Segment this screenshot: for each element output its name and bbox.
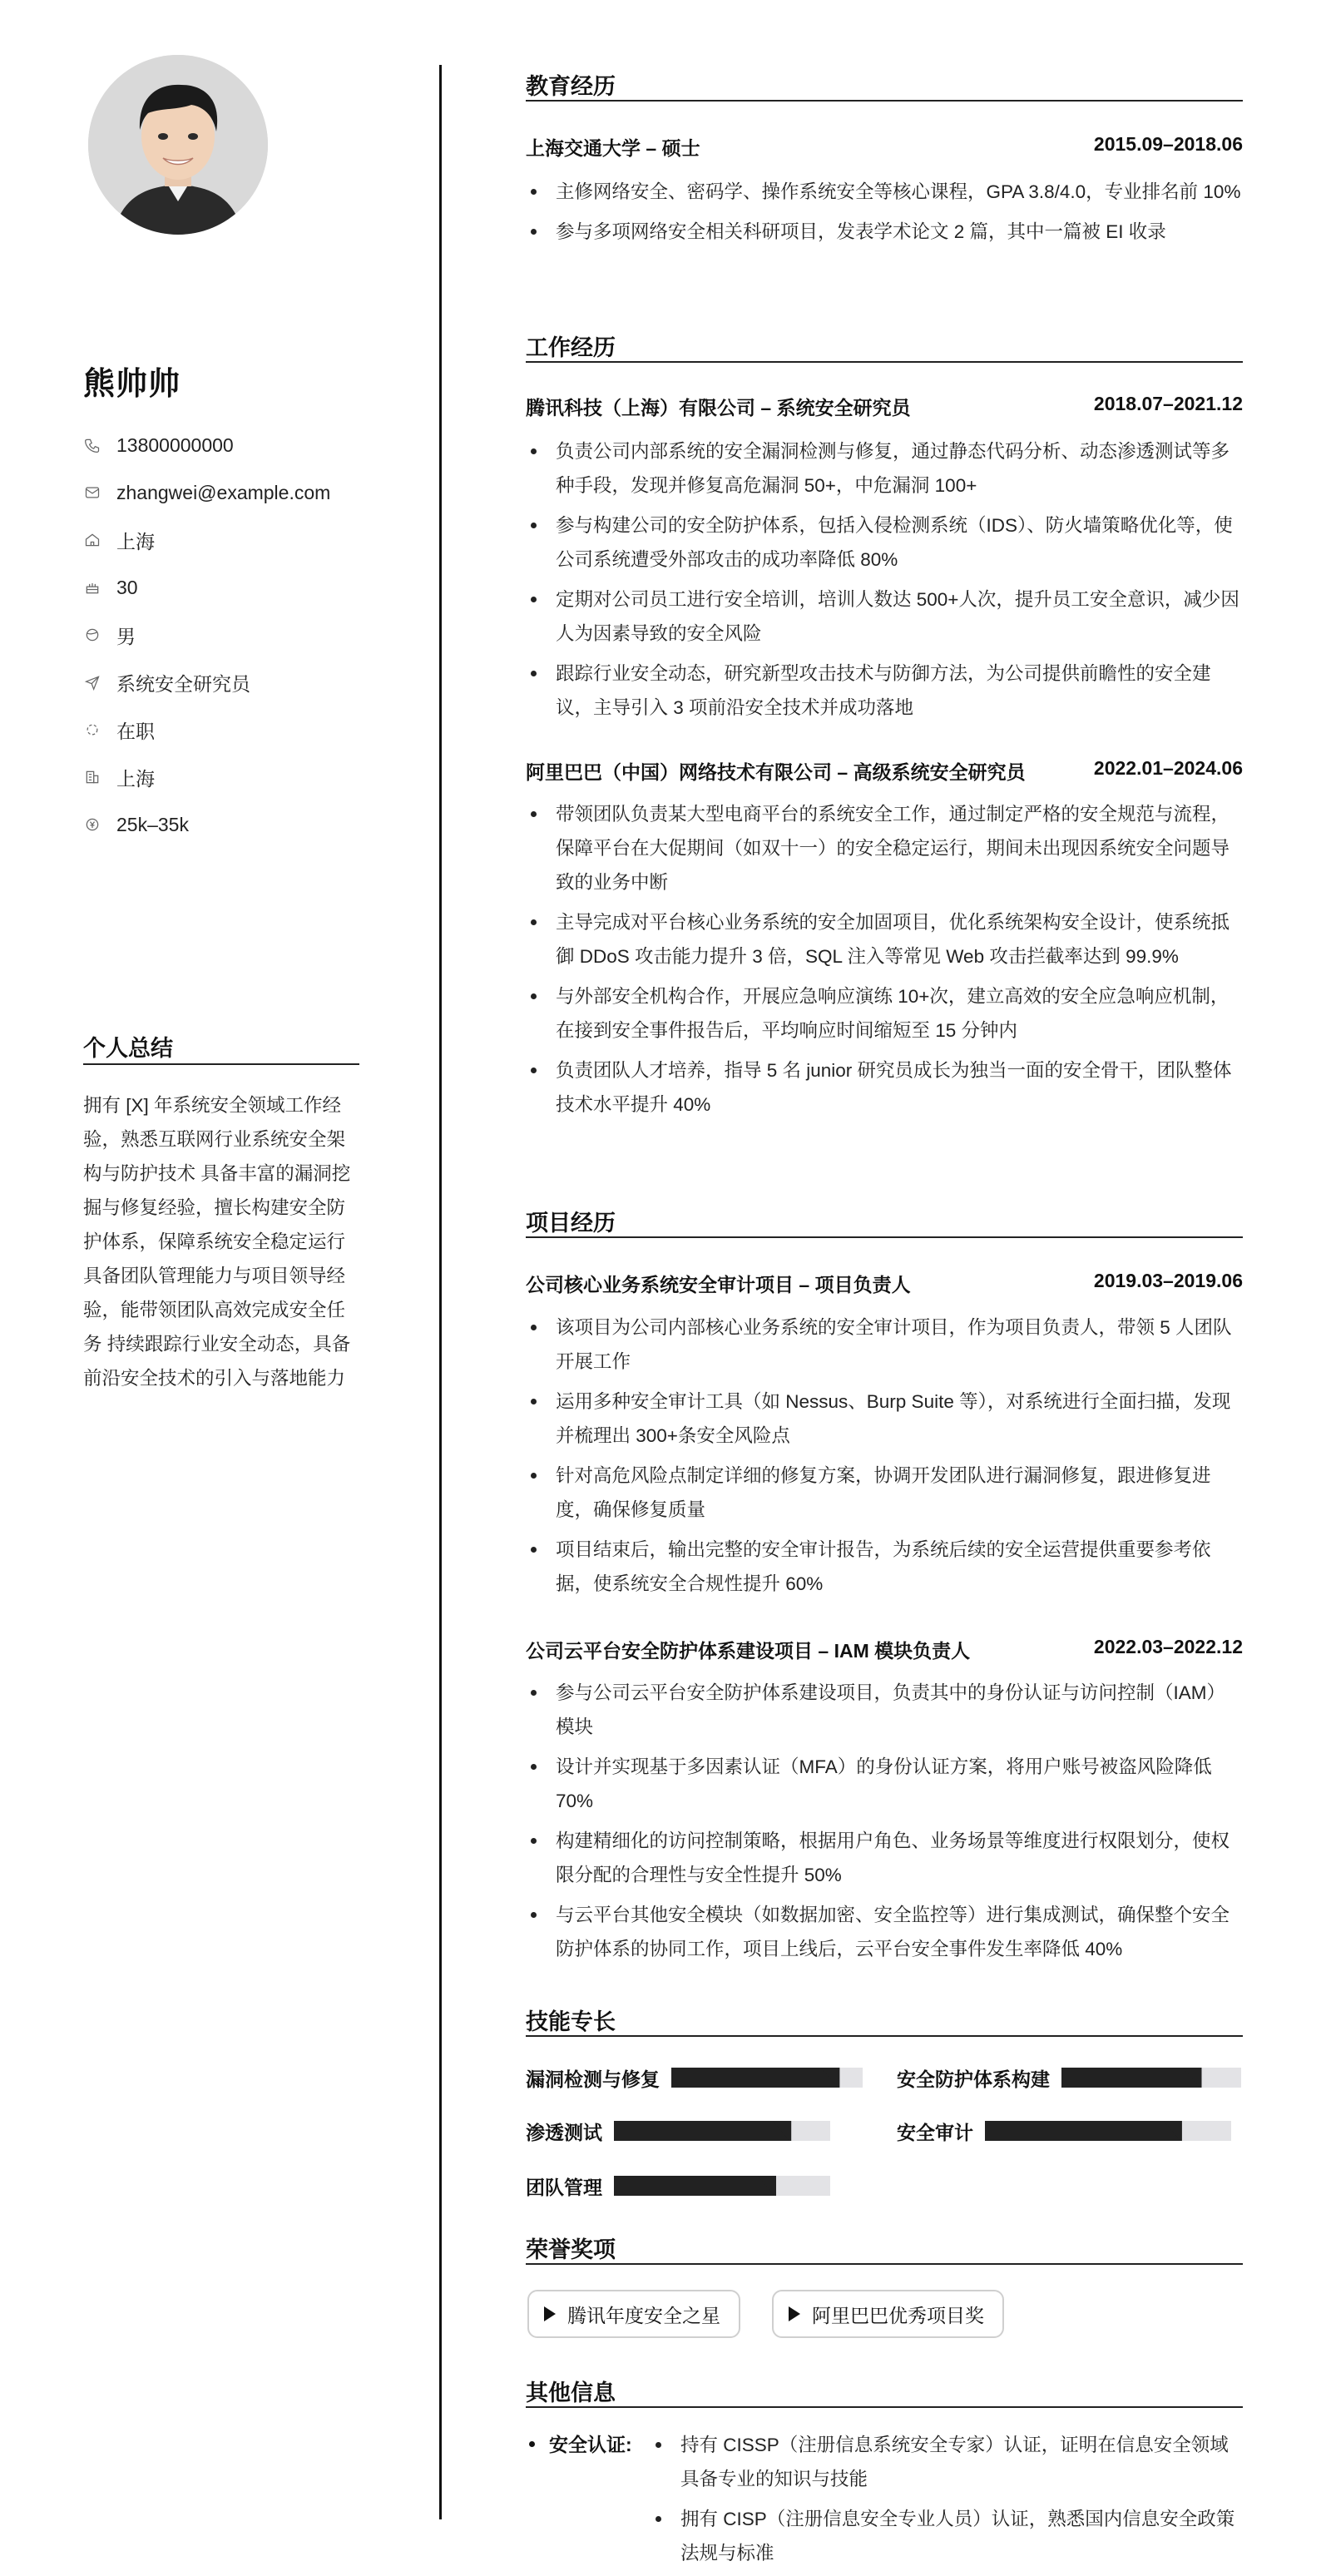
education-bullets	[526, 175, 1243, 255]
certification-list	[651, 2428, 1243, 2576]
skill-bar	[1061, 2068, 1241, 2088]
work-date: 2022.01–2024.06	[1093, 757, 1243, 779]
certification-label: 安全认证:	[549, 2434, 632, 2455]
building-icon	[83, 768, 101, 786]
list-item: 主导完成对平台核心业务系统的安全加固项目，优化系统架构安全设计，使系统抵御 DDoS 攻击能力提升 3 倍，SQL 注入等常见 Web 攻击拦截率达到 99.9%	[526, 905, 1243, 973]
project-name: 公司核心业务系统安全审计项目 – 项目负责人	[526, 1274, 911, 1295]
skill-bar	[671, 2068, 863, 2088]
honor-badge	[772, 2290, 1004, 2338]
contact-salary	[83, 812, 189, 837]
send-icon	[83, 673, 101, 691]
other-divider	[526, 2406, 1243, 2408]
list-item: 拥有 CISP（注册信息安全专业人员）认证，熟悉国内信息安全政策法规与标准	[651, 2502, 1243, 2570]
home-icon	[83, 531, 101, 549]
work-divider	[526, 361, 1243, 363]
skill-bar-fill	[671, 2068, 839, 2088]
city-text: 上海	[116, 767, 155, 790]
summary-divider	[83, 1063, 359, 1065]
bullet-dot	[529, 2441, 535, 2447]
education-title: 教育经历	[526, 74, 616, 99]
list-item: 负责团队人才培养，指导 5 名 junior 研究员成长为独当一面的安全骨干，团队整体技术水平提升 40%	[526, 1053, 1243, 1122]
status-icon	[83, 721, 101, 739]
list-item: 参与多项网络安全相关科研项目，发表学术论文 2 篇，其中一篇被 EI 收录	[526, 215, 1243, 249]
list-item: 持有 CISSP（注册信息系统安全专家）认证，证明在信息安全领域具备专业的知识与技能	[651, 2428, 1243, 2496]
honor-badge	[527, 2290, 740, 2338]
work-date: 2018.07–2021.12	[1093, 393, 1243, 414]
projects-title: 项目经历	[526, 1211, 616, 1236]
project-bullets	[526, 1310, 1243, 1607]
list-item: 该项目为公司内部核心业务系统的安全审计项目，作为项目负责人，带领 5 人团队开展工作	[526, 1310, 1243, 1379]
projects-divider	[526, 1236, 1243, 1238]
skill-bar-fill	[985, 2121, 1182, 2141]
work-bullets	[526, 797, 1243, 1127]
other-title: 其他信息	[526, 2380, 616, 2405]
skill-item	[526, 2118, 830, 2143]
gender-text: 男	[116, 625, 136, 647]
skill-bar	[614, 2121, 830, 2141]
list-item: 负责公司内部系统的安全漏洞检测与修复，通过静态代码分析、动态渗透测试等多种手段，发现并修复高危漏洞 50+，中危漏洞 100+	[526, 434, 1243, 503]
list-item: 针对高危风险点制定详细的修复方案，协调开发团队进行漏洞修复，跟进修复进度，确保修复质量	[526, 1459, 1243, 1527]
education-entry-header	[526, 133, 1243, 161]
contact-city	[83, 765, 155, 790]
list-item: 定期对公司员工进行安全培训，培训人数达 500+人次，提升员工安全意识，减少因人为因素导致的安全风险	[526, 582, 1243, 651]
contact-position	[83, 670, 250, 695]
list-item: 与外部安全机构合作，开展应急响应演练 10+次，建立高效的安全应急响应机制，在接到安全事件报告后，平均响应时间缩短至 15 分钟内	[526, 979, 1243, 1048]
skills-divider	[526, 2035, 1243, 2037]
skills-title: 技能专长	[526, 2009, 616, 2034]
summary-title: 个人总结	[83, 1036, 173, 1061]
honor-text: 阿里巴巴优秀项目奖	[812, 2304, 984, 2326]
age-icon	[83, 578, 101, 597]
project-date: 2022.03–2022.12	[1093, 1636, 1243, 1657]
honor-text: 腾讯年度安全之星	[567, 2304, 720, 2326]
status-text: 在职	[116, 720, 155, 742]
skill-item	[897, 2118, 1231, 2143]
contact-gender	[83, 622, 136, 647]
project-entry-header	[526, 1270, 1243, 1297]
honors-divider	[526, 2263, 1243, 2265]
list-item: 设计并实现基于多因素认证（MFA）的身份认证方案，将用户账号被盗风险降低 70%	[526, 1750, 1243, 1818]
skill-name: 漏洞检测与修复	[526, 2068, 660, 2090]
work-title: 工作经历	[526, 335, 616, 360]
contact-phone	[83, 433, 234, 458]
skill-bar	[614, 2176, 830, 2196]
contact-location	[83, 528, 155, 552]
work-org: 腾讯科技（上海）有限公司 – 系统安全研究员	[526, 397, 911, 419]
avatar	[88, 55, 268, 235]
sidebar	[83, 0, 364, 2573]
work-entry-header	[526, 757, 1243, 785]
skill-item	[526, 2173, 830, 2198]
main-content	[526, 0, 1244, 2573]
list-item: 参与构建公司的安全防护体系，包括入侵检测系统（IDS）、防火墙策略优化等，使公司系统遭受外部攻击的成功率降低 80%	[526, 508, 1243, 577]
skill-bar-fill	[614, 2121, 791, 2141]
salary-icon	[83, 815, 101, 834]
project-name: 公司云平台安全防护体系建设项目 – IAM 模块负责人	[526, 1640, 971, 1662]
mail-icon	[83, 483, 101, 502]
work-entry-header	[526, 393, 1243, 420]
skill-item	[526, 2065, 863, 2090]
list-item: 主修网络安全、密码学、操作系统安全等核心课程，GPA 3.8/4.0，专业排名前 10%	[526, 175, 1243, 209]
contact-status	[83, 717, 155, 742]
salary-text: 25k–35k	[116, 813, 189, 835]
skill-item	[897, 2065, 1241, 2090]
gender-icon	[83, 626, 101, 644]
contact-email	[83, 480, 330, 505]
column-divider	[439, 65, 442, 2519]
education-org: 上海交通大学 – 硕士	[526, 137, 700, 159]
location-text: 上海	[116, 530, 155, 552]
education-divider	[526, 100, 1243, 102]
skill-name: 团队管理	[526, 2176, 602, 2198]
project-entry-header	[526, 1636, 1243, 1663]
list-item: 运用多种安全审计工具（如 Nessus、Burp Suite 等），对系统进行全面扫描，发现并梳理出 300+条安全风险点	[526, 1385, 1243, 1453]
skill-bar	[985, 2121, 1231, 2141]
email-text: zhangwei@example.com	[116, 481, 331, 503]
avatar-portrait-icon	[88, 55, 268, 235]
phone-text: 13800000000	[116, 433, 234, 456]
candidate-name: 熊帅帅	[83, 367, 181, 402]
skill-bar-fill	[614, 2176, 776, 2196]
play-icon	[544, 2306, 556, 2321]
education-date: 2015.09–2018.06	[1093, 133, 1243, 155]
list-item: 带领团队负责某大型电商平台的系统安全工作，通过制定严格的安全规范与流程，保障平台在大促期间（如双十一）的安全稳定运行，期间未出现因系统安全问题导致的业务中断	[526, 797, 1243, 899]
work-bullets	[526, 434, 1243, 731]
work-org: 阿里巴巴（中国）网络技术有限公司 – 高级系统安全研究员	[526, 761, 1026, 783]
list-item: 跟踪行业安全动态，研究新型攻击技术与防御方法，为公司提供前瞻性的安全建议，主导引入 3 项前沿安全技术并成功落地	[526, 656, 1243, 725]
contact-age	[83, 575, 138, 600]
skill-name: 渗透测试	[526, 2121, 602, 2143]
phone-icon	[83, 436, 101, 454]
project-bullets	[526, 1676, 1243, 1972]
skill-name: 安全审计	[897, 2121, 973, 2143]
summary-text: 拥有 [X] 年系统安全领域工作经验，熟悉互联网行业系统安全架构与防护技术 具备丰富的漏洞挖掘与修复经验，擅长构建安全防护体系，保障系统安全稳定运行 具备团队管理能力与项目领导经验，能带领团队高效完成安全任务 持续跟踪行业安全动态，具备前沿安全技术的引入与落地能力	[83, 1095, 351, 1389]
list-item: 与云平台其他安全模块（如数据加密、安全监控等）进行集成测试，确保整个安全防护体系的协同工作，项目上线后，云平台安全事件发生率降低 40%	[526, 1898, 1243, 1966]
age-text: 30	[116, 576, 138, 598]
play-icon	[789, 2306, 800, 2321]
list-item: 项目结束后，输出完整的安全审计报告，为系统后续的安全运营提供重要参考依据，使系统安全合规性提升 60%	[526, 1533, 1243, 1601]
list-item: 参与公司云平台安全防护体系建设项目，负责其中的身份认证与访问控制（IAM）模块	[526, 1676, 1243, 1744]
skill-name: 安全防护体系构建	[897, 2068, 1050, 2090]
honors-title: 荣誉奖项	[526, 2237, 616, 2262]
project-date: 2019.03–2019.06	[1093, 1270, 1243, 1291]
position-text: 系统安全研究员	[116, 672, 250, 695]
skill-bar-fill	[1061, 2068, 1201, 2088]
list-item: 构建精细化的访问控制策略，根据用户角色、业务场景等维度进行权限划分，使权限分配的合理性与安全性提升 50%	[526, 1824, 1243, 1892]
